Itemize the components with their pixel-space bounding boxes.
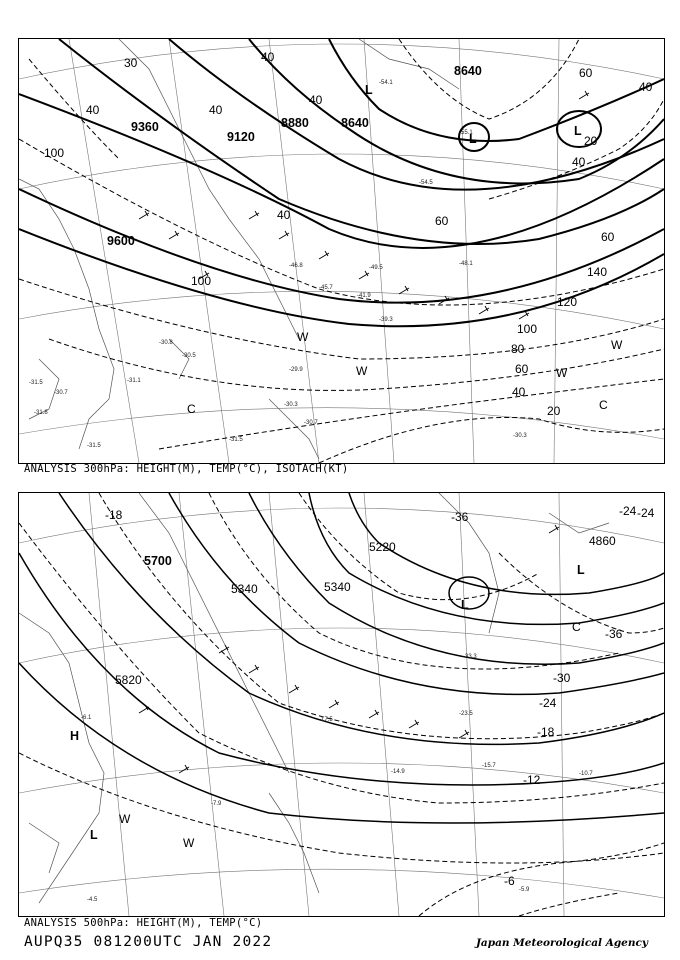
temp-label: -45.7 — [319, 285, 333, 291]
temp-plot-label: -5.9 — [519, 887, 530, 893]
temp-label: -49.5 — [369, 265, 383, 271]
isotach-label: 100 — [191, 274, 212, 288]
temp-plot-label: -17.5 — [319, 717, 333, 723]
height-label: 8880 — [281, 116, 309, 130]
isotach-label: 40 — [277, 208, 291, 222]
height-label: 9120 — [227, 130, 255, 144]
height-label: 9600 — [107, 234, 135, 248]
temp-plot-label: -15.7 — [482, 763, 496, 769]
warm-marker: W — [119, 812, 131, 826]
height-label: 5700 — [144, 554, 172, 568]
warm-marker: W — [297, 330, 309, 344]
isotach-label: 40 — [209, 103, 223, 117]
isotach-label: 40 — [639, 80, 653, 94]
temp-plot-label: -33.3 — [463, 654, 477, 660]
isotach-lines — [19, 39, 664, 463]
height-contours — [19, 39, 664, 326]
map-300hpa-svg — [19, 39, 664, 463]
isotach-label: 40 — [261, 50, 275, 64]
isotach-label: 100 — [517, 322, 538, 336]
warm-marker: W — [611, 338, 623, 352]
low-pressure-marker: L — [574, 124, 582, 138]
isotach-label: 40 — [309, 93, 323, 107]
temp-label: -41.9 — [357, 293, 371, 299]
isotach-label: 120 — [557, 295, 578, 309]
low-pressure-marker: L — [90, 828, 98, 842]
isotach-label: 60 — [435, 214, 449, 228]
isotherm-label: -24 — [539, 696, 557, 710]
isotach-label: 60 — [601, 230, 615, 244]
isotherm-label: -36 — [451, 510, 469, 524]
warm-marker: W — [556, 366, 568, 380]
temp-label: -30.8 — [159, 340, 173, 346]
isotach-label: 100 — [44, 146, 65, 160]
temp-label: -31.5 — [29, 380, 43, 386]
height-label: 5820 — [115, 673, 142, 687]
temp-label: -29.9 — [289, 367, 303, 373]
temp-label: -30.3 — [284, 402, 298, 408]
cold-marker: C — [599, 398, 608, 412]
height-label: 8640 — [454, 64, 482, 78]
coastlines — [19, 39, 459, 459]
isotherm-label: -24 — [637, 506, 655, 520]
panel-300-caption: ANALYSIS 300hPa: HEIGHT(M), TEMP(°C), ISOTACH(KT) — [24, 463, 349, 475]
cold-marker: C — [187, 402, 196, 416]
high-pressure-marker: H — [70, 729, 80, 743]
map-500hpa-svg — [19, 493, 664, 916]
isotach-label: 20 — [584, 134, 598, 148]
isotach-label: 60 — [579, 66, 593, 80]
temp-label: -39.3 — [379, 317, 393, 323]
temp-label: -46.8 — [289, 263, 303, 269]
isotherm-label: -24 — [619, 504, 637, 518]
temp-label: -30.5 — [182, 353, 196, 359]
isotach-label: 140 — [587, 265, 608, 279]
low-pressure-marker: L — [469, 132, 477, 146]
isotherm-label: -6 — [504, 874, 515, 888]
temp-label: -31.5 — [87, 443, 101, 449]
low-pressure-marker: L — [461, 598, 469, 612]
temp-plot-label: -4.5 — [87, 897, 98, 903]
isotach-label: 30 — [124, 56, 138, 70]
temp-plot-label: -14.9 — [391, 769, 405, 775]
cold-marker: C — [572, 620, 581, 634]
height-label: 9360 — [131, 120, 159, 134]
isotherm-label: -36 — [605, 627, 623, 641]
temp-label: -31.1 — [127, 378, 141, 384]
height-label: 5220 — [369, 540, 396, 554]
temp-label: -54.1 — [379, 80, 393, 86]
map-panel-300hpa — [18, 38, 665, 464]
isotherm-label: -18 — [537, 725, 555, 739]
temp-label: -55.1 — [459, 130, 473, 136]
isotach-label: 40 — [572, 155, 586, 169]
height-label: 5340 — [324, 580, 351, 594]
chart-identifier: AUPQ35 081200UTC JAN 2022 — [24, 934, 273, 950]
isotherm-lines — [19, 493, 664, 916]
temp-plot-label: -6.1 — [81, 715, 92, 721]
temp-label: -54.5 — [419, 180, 433, 186]
agency-credit: Japan Meteorological Agency — [475, 937, 648, 949]
height-label: 4860 — [589, 534, 616, 548]
low-pressure-marker: L — [577, 563, 585, 577]
temp-plot-label: -7.9 — [211, 801, 222, 807]
map-panel-500hpa — [18, 492, 665, 917]
temp-label: -30.7 — [304, 420, 318, 426]
height-label: 8640 — [341, 116, 369, 130]
coastlines — [19, 493, 609, 903]
temp-label: -30.7 — [54, 390, 68, 396]
isotach-label: 20 — [547, 404, 561, 418]
isotherm-label: -18 — [105, 508, 123, 522]
temp-label: -48.1 — [459, 261, 473, 267]
isotach-label: 60 — [515, 362, 529, 376]
isotherm-label: -30 — [553, 671, 571, 685]
wind-barbs — [139, 525, 559, 773]
isotach-label: 80 — [511, 342, 525, 356]
temp-label: -31.8 — [34, 410, 48, 416]
graticule-lines — [19, 39, 664, 463]
temp-label: -31.5 — [229, 437, 243, 443]
height-label: 5340 — [231, 582, 258, 596]
warm-marker: W — [183, 836, 195, 850]
temp-plot-label: -23.5 — [459, 711, 473, 717]
temp-label: -30.3 — [513, 433, 527, 439]
warm-marker: W — [356, 364, 368, 378]
graticule-lines — [19, 493, 664, 916]
isotherm-label: -12 — [523, 773, 541, 787]
isotach-label: 40 — [86, 103, 100, 117]
low-pressure-marker: L — [365, 83, 373, 97]
temp-plot-label: -10.7 — [579, 771, 593, 777]
panel-500-caption: ANALYSIS 500hPa: HEIGHT(M), TEMP(°C) — [24, 917, 263, 929]
isotach-label: 40 — [512, 385, 526, 399]
